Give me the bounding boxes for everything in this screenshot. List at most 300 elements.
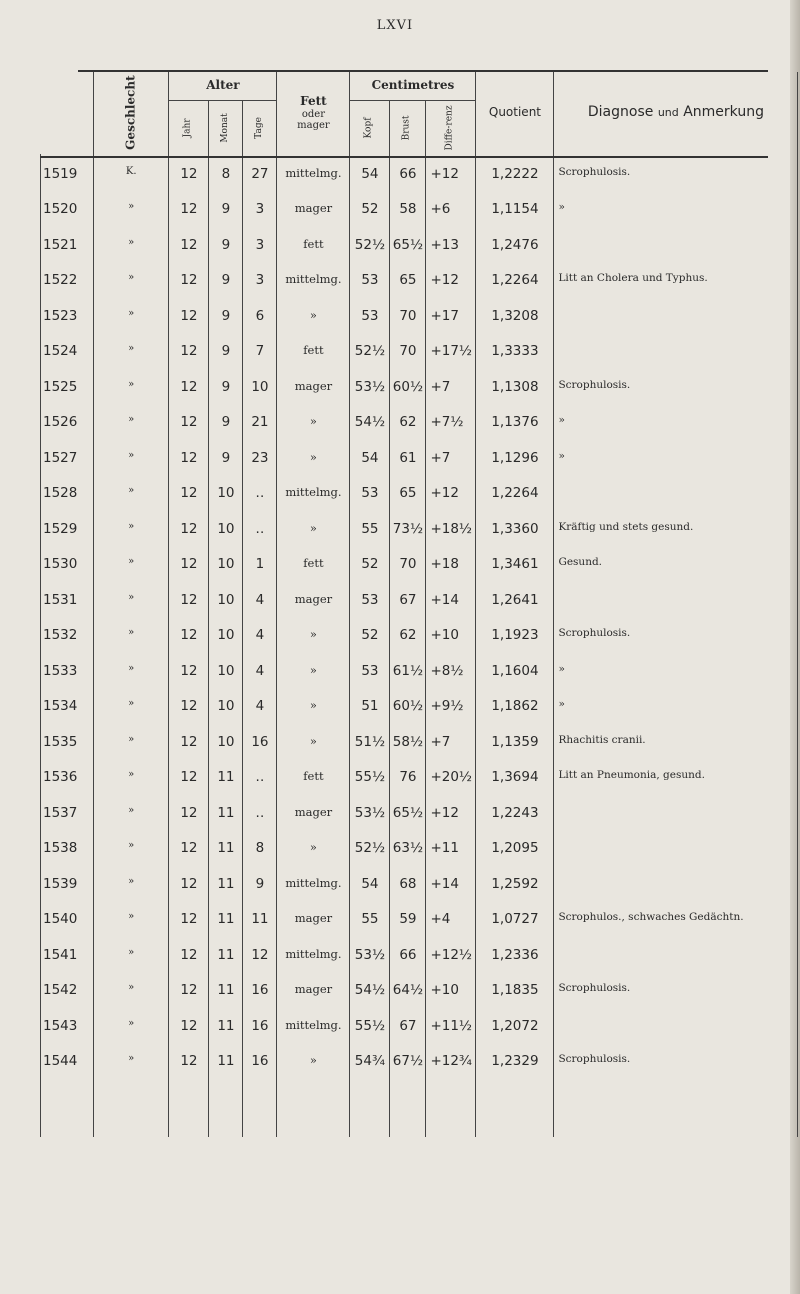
row-fat: » <box>277 302 350 338</box>
row-chest-cm: 63½ <box>390 834 426 870</box>
row-number: 1544 <box>41 1047 94 1083</box>
row-chest-cm: 61 <box>390 444 426 480</box>
blank-cell <box>350 1083 390 1137</box>
row-difference: +10 <box>426 976 476 1012</box>
row-chest-cm: 70 <box>390 302 426 338</box>
header-fat <box>277 72 350 154</box>
blank-cell <box>390 1083 426 1137</box>
row-fat: » <box>277 1047 350 1083</box>
header-diagnosis-main: Diagnose <box>587 104 654 121</box>
row-head-cm: 53 <box>350 479 390 515</box>
row-year: 12 <box>169 763 209 799</box>
table-row <box>41 870 798 906</box>
row-year: 12 <box>169 550 209 586</box>
header-head <box>350 101 390 155</box>
row-year: 12 <box>169 479 209 515</box>
row-quotient: 1,1923 <box>476 621 554 657</box>
header-head-label: Kopf <box>363 116 374 138</box>
blank-cell <box>554 1083 798 1137</box>
header-cm-group: Centimetres <box>350 72 476 101</box>
row-fat: » <box>277 515 350 551</box>
row-month: 11 <box>209 799 243 835</box>
blank-cell <box>426 1083 476 1137</box>
row-days: 16 <box>243 976 277 1012</box>
row-fat: mager <box>277 195 350 231</box>
row-month: 10 <box>209 621 243 657</box>
row-chest-cm: 68 <box>390 870 426 906</box>
row-fat: mittelmg. <box>277 266 350 302</box>
row-number: 1528 <box>41 479 94 515</box>
row-month: 10 <box>209 479 243 515</box>
row-fat: mager <box>277 976 350 1012</box>
row-year: 12 <box>169 692 209 728</box>
row-month: 9 <box>209 231 243 267</box>
blank-cell <box>243 1083 277 1137</box>
row-chest-cm: 58½ <box>390 728 426 764</box>
row-sex: » <box>94 408 169 444</box>
row-difference: +11½ <box>426 1012 476 1048</box>
row-fat: mittelmg. <box>277 941 350 977</box>
row-number: 1521 <box>41 231 94 267</box>
row-number: 1535 <box>41 728 94 764</box>
row-number: 1533 <box>41 657 94 693</box>
row-diagnosis: Scrophulosis. <box>554 976 798 1012</box>
row-days: ‥ <box>243 799 277 835</box>
row-month: 9 <box>209 444 243 480</box>
row-sex: » <box>94 550 169 586</box>
row-fat: » <box>277 692 350 728</box>
row-quotient: 1,3360 <box>476 515 554 551</box>
row-head-cm: 55 <box>350 515 390 551</box>
row-head-cm: 51 <box>350 692 390 728</box>
row-difference: +12¾ <box>426 1047 476 1083</box>
row-days: ‥ <box>243 515 277 551</box>
table-row <box>41 154 798 195</box>
row-year: 12 <box>169 195 209 231</box>
row-month: 9 <box>209 195 243 231</box>
row-days: 10 <box>243 373 277 409</box>
header-number-col <box>41 72 94 154</box>
row-chest-cm: 60½ <box>390 373 426 409</box>
blank-cell <box>209 1083 243 1137</box>
row-year: 12 <box>169 941 209 977</box>
header-fat-line3: mager <box>297 119 330 131</box>
table-row <box>41 799 798 835</box>
table-row <box>41 302 798 338</box>
table-row <box>41 976 798 1012</box>
table-row <box>41 586 798 622</box>
row-quotient: 1,1296 <box>476 444 554 480</box>
row-fat: mittelmg. <box>277 1012 350 1048</box>
row-diagnosis <box>554 941 798 977</box>
row-diagnosis: Scrophulosis. <box>554 621 798 657</box>
row-diagnosis <box>554 870 798 906</box>
row-number: 1536 <box>41 763 94 799</box>
row-days: 23 <box>243 444 277 480</box>
row-sex: » <box>94 515 169 551</box>
row-year: 12 <box>169 621 209 657</box>
row-year: 12 <box>169 302 209 338</box>
row-days: 3 <box>243 195 277 231</box>
row-difference: +12 <box>426 266 476 302</box>
row-quotient: 1,0727 <box>476 905 554 941</box>
row-sex: » <box>94 444 169 480</box>
table-row <box>41 1012 798 1048</box>
row-days: 21 <box>243 408 277 444</box>
row-quotient: 1,3461 <box>476 550 554 586</box>
row-head-cm: 52 <box>350 621 390 657</box>
row-quotient: 1,1376 <box>476 408 554 444</box>
row-year: 12 <box>169 337 209 373</box>
row-difference: +4 <box>426 905 476 941</box>
row-number: 1540 <box>41 905 94 941</box>
row-number: 1529 <box>41 515 94 551</box>
row-head-cm: 54 <box>350 154 390 195</box>
row-chest-cm: 67 <box>390 586 426 622</box>
row-head-cm: 52½ <box>350 834 390 870</box>
table-row <box>41 195 798 231</box>
row-fat: » <box>277 621 350 657</box>
row-diagnosis: » <box>554 692 798 728</box>
row-quotient: 1,2222 <box>476 154 554 195</box>
row-chest-cm: 67½ <box>390 1047 426 1083</box>
row-difference: +9½ <box>426 692 476 728</box>
blank-cell <box>169 1083 209 1137</box>
row-chest-cm: 65½ <box>390 799 426 835</box>
row-sex: » <box>94 479 169 515</box>
table-row <box>41 763 798 799</box>
row-difference: +7 <box>426 444 476 480</box>
row-difference: +12 <box>426 154 476 195</box>
row-number: 1537 <box>41 799 94 835</box>
row-diagnosis: Litt an Cholera und Typhus. <box>554 266 798 302</box>
row-fat: mager <box>277 905 350 941</box>
row-days: 7 <box>243 337 277 373</box>
row-difference: +10 <box>426 621 476 657</box>
row-head-cm: 51½ <box>350 728 390 764</box>
row-quotient: 1,1154 <box>476 195 554 231</box>
row-quotient: 1,3208 <box>476 302 554 338</box>
row-difference: +20½ <box>426 763 476 799</box>
row-quotient: 1,2264 <box>476 266 554 302</box>
row-quotient: 1,2592 <box>476 870 554 906</box>
row-year: 12 <box>169 231 209 267</box>
row-chest-cm: 65 <box>390 266 426 302</box>
row-diagnosis <box>554 1012 798 1048</box>
row-sex: » <box>94 302 169 338</box>
row-diagnosis: Litt an Pneumonia, gesund. <box>554 763 798 799</box>
row-days: 4 <box>243 692 277 728</box>
row-chest-cm: 70 <box>390 337 426 373</box>
row-number: 1539 <box>41 870 94 906</box>
row-head-cm: 52½ <box>350 337 390 373</box>
row-month: 11 <box>209 976 243 1012</box>
row-sex: » <box>94 266 169 302</box>
row-sex: » <box>94 870 169 906</box>
row-sex: » <box>94 763 169 799</box>
header-year-label: Jahr <box>182 117 193 138</box>
row-month: 9 <box>209 302 243 338</box>
row-sex: » <box>94 373 169 409</box>
row-chest-cm: 66 <box>390 154 426 195</box>
blank-cell <box>94 1083 169 1137</box>
row-quotient: 1,2264 <box>476 479 554 515</box>
table-row <box>41 408 798 444</box>
header-chest <box>390 101 426 155</box>
row-head-cm: 54 <box>350 870 390 906</box>
table-body <box>41 154 798 1137</box>
row-head-cm: 53 <box>350 302 390 338</box>
row-number: 1531 <box>41 586 94 622</box>
row-number: 1526 <box>41 408 94 444</box>
table-blank-row <box>41 1083 798 1137</box>
row-sex: » <box>94 1047 169 1083</box>
row-difference: +14 <box>426 586 476 622</box>
row-difference: +17 <box>426 302 476 338</box>
row-difference: +18 <box>426 550 476 586</box>
page-number: LXVI <box>376 18 414 33</box>
row-year: 12 <box>169 1047 209 1083</box>
row-month: 11 <box>209 941 243 977</box>
row-sex: » <box>94 728 169 764</box>
row-head-cm: 54 <box>350 444 390 480</box>
header-sex <box>94 72 169 154</box>
row-diagnosis: Scrophulos., schwaches Gedächtn. <box>554 905 798 941</box>
row-diagnosis: » <box>554 195 798 231</box>
header-month <box>209 101 243 155</box>
row-days: 27 <box>243 154 277 195</box>
row-sex: » <box>94 941 169 977</box>
row-difference: +12½ <box>426 941 476 977</box>
table-row <box>41 621 798 657</box>
table-row <box>41 1047 798 1083</box>
row-sex: » <box>94 905 169 941</box>
blank-cell <box>277 1083 350 1137</box>
row-head-cm: 53½ <box>350 799 390 835</box>
header-year <box>169 101 209 155</box>
row-quotient: 1,2476 <box>476 231 554 267</box>
table-row <box>41 550 798 586</box>
row-chest-cm: 73½ <box>390 515 426 551</box>
row-quotient: 1,3694 <box>476 763 554 799</box>
row-diagnosis <box>554 799 798 835</box>
row-head-cm: 55½ <box>350 763 390 799</box>
row-sex: » <box>94 195 169 231</box>
row-days: ‥ <box>243 763 277 799</box>
row-fat: fett <box>277 337 350 373</box>
table-row <box>41 905 798 941</box>
row-chest-cm: 76 <box>390 763 426 799</box>
row-chest-cm: 70 <box>390 550 426 586</box>
header-age-group: Alter <box>169 72 277 101</box>
row-difference: +7 <box>426 373 476 409</box>
row-diagnosis <box>554 302 798 338</box>
header-month-label: Monat <box>219 112 230 143</box>
row-quotient: 1,3333 <box>476 337 554 373</box>
table-row <box>41 834 798 870</box>
row-days: 16 <box>243 1047 277 1083</box>
row-days: 3 <box>243 266 277 302</box>
table-row <box>41 231 798 267</box>
row-days: ‥ <box>243 479 277 515</box>
row-days: 4 <box>243 657 277 693</box>
row-year: 12 <box>169 586 209 622</box>
row-quotient: 1,2329 <box>476 1047 554 1083</box>
header-days-label: Tage <box>253 116 264 139</box>
header-difference <box>426 101 476 155</box>
row-fat: mittelmg. <box>277 154 350 195</box>
row-number: 1520 <box>41 195 94 231</box>
row-diagnosis: Kräftig und stets gesund. <box>554 515 798 551</box>
row-days: 3 <box>243 231 277 267</box>
header-diagnosis-und: und <box>657 106 679 120</box>
row-number: 1524 <box>41 337 94 373</box>
row-quotient: 1,2243 <box>476 799 554 835</box>
row-quotient: 1,2641 <box>476 586 554 622</box>
row-month: 8 <box>209 154 243 195</box>
row-month: 10 <box>209 657 243 693</box>
row-difference: +7 <box>426 728 476 764</box>
row-number: 1532 <box>41 621 94 657</box>
row-chest-cm: 66 <box>390 941 426 977</box>
header-bottom-rule <box>40 156 768 158</box>
header-diagnosis <box>554 72 798 154</box>
row-quotient: 1,2072 <box>476 1012 554 1048</box>
row-year: 12 <box>169 728 209 764</box>
row-head-cm: 54½ <box>350 976 390 1012</box>
row-sex: » <box>94 657 169 693</box>
row-sex: K. <box>94 154 169 195</box>
row-year: 12 <box>169 408 209 444</box>
blank-cell <box>476 1083 554 1137</box>
row-quotient: 1,2336 <box>476 941 554 977</box>
row-diagnosis <box>554 834 798 870</box>
row-head-cm: 52 <box>350 550 390 586</box>
measurement-table <box>40 72 798 1137</box>
row-month: 10 <box>209 515 243 551</box>
row-month: 10 <box>209 550 243 586</box>
row-fat: fett <box>277 763 350 799</box>
row-year: 12 <box>169 870 209 906</box>
row-chest-cm: 64½ <box>390 976 426 1012</box>
row-fat: fett <box>277 231 350 267</box>
header-days <box>243 101 277 155</box>
row-difference: +12 <box>426 799 476 835</box>
row-year: 12 <box>169 657 209 693</box>
row-year: 12 <box>169 799 209 835</box>
table-row <box>41 515 798 551</box>
header-sex-label: Geschlecht <box>123 75 138 151</box>
row-month: 9 <box>209 408 243 444</box>
header-diagnosis-rest: Anmerkung <box>683 104 764 121</box>
row-head-cm: 53 <box>350 657 390 693</box>
row-year: 12 <box>169 976 209 1012</box>
row-month: 11 <box>209 1012 243 1048</box>
row-chest-cm: 65 <box>390 479 426 515</box>
row-number: 1527 <box>41 444 94 480</box>
row-number: 1534 <box>41 692 94 728</box>
header-fat-line1: Fett <box>300 94 327 109</box>
header-chest-label: Brust <box>401 115 412 140</box>
table-row <box>41 692 798 728</box>
row-head-cm: 53½ <box>350 373 390 409</box>
row-fat: mager <box>277 799 350 835</box>
row-head-cm: 53½ <box>350 941 390 977</box>
row-sex: » <box>94 231 169 267</box>
table-row <box>41 337 798 373</box>
row-quotient: 1,1359 <box>476 728 554 764</box>
row-number: 1541 <box>41 941 94 977</box>
row-days: 4 <box>243 621 277 657</box>
row-month: 9 <box>209 337 243 373</box>
row-days: 16 <box>243 728 277 764</box>
row-year: 12 <box>169 1012 209 1048</box>
table-row <box>41 941 798 977</box>
row-fat: mittelmg. <box>277 479 350 515</box>
row-number: 1530 <box>41 550 94 586</box>
row-year: 12 <box>169 515 209 551</box>
row-sex: » <box>94 976 169 1012</box>
header-fat-line2: oder <box>301 108 325 120</box>
row-fat: fett <box>277 550 350 586</box>
row-number: 1522 <box>41 266 94 302</box>
row-head-cm: 53 <box>350 586 390 622</box>
row-year: 12 <box>169 373 209 409</box>
row-sex: » <box>94 1012 169 1048</box>
row-month: 10 <box>209 586 243 622</box>
row-fat: » <box>277 834 350 870</box>
row-month: 10 <box>209 728 243 764</box>
header-quotient: Quotient <box>476 72 554 154</box>
row-diagnosis <box>554 337 798 373</box>
row-year: 12 <box>169 905 209 941</box>
row-diagnosis <box>554 231 798 267</box>
header-difference-label: Diffe-renz <box>444 104 455 151</box>
row-number: 1542 <box>41 976 94 1012</box>
row-days: 1 <box>243 550 277 586</box>
row-difference: +12 <box>426 479 476 515</box>
row-fat: » <box>277 444 350 480</box>
row-number: 1543 <box>41 1012 94 1048</box>
row-chest-cm: 61½ <box>390 657 426 693</box>
row-difference: +18½ <box>426 515 476 551</box>
table-row <box>41 728 798 764</box>
row-difference: +7½ <box>426 408 476 444</box>
row-quotient: 1,1308 <box>476 373 554 409</box>
row-difference: +17½ <box>426 337 476 373</box>
row-difference: +6 <box>426 195 476 231</box>
row-fat: » <box>277 408 350 444</box>
row-sex: » <box>94 586 169 622</box>
row-diagnosis: Scrophulosis. <box>554 1047 798 1083</box>
row-head-cm: 54¾ <box>350 1047 390 1083</box>
row-month: 11 <box>209 870 243 906</box>
row-head-cm: 52½ <box>350 231 390 267</box>
row-year: 12 <box>169 266 209 302</box>
row-head-cm: 54½ <box>350 408 390 444</box>
row-days: 6 <box>243 302 277 338</box>
row-fat: » <box>277 657 350 693</box>
row-quotient: 1,1604 <box>476 657 554 693</box>
row-sex: » <box>94 834 169 870</box>
row-year: 12 <box>169 154 209 195</box>
row-month: 10 <box>209 692 243 728</box>
table-row <box>41 657 798 693</box>
row-difference: +13 <box>426 231 476 267</box>
row-days: 9 <box>243 870 277 906</box>
row-diagnosis: » <box>554 657 798 693</box>
row-year: 12 <box>169 834 209 870</box>
